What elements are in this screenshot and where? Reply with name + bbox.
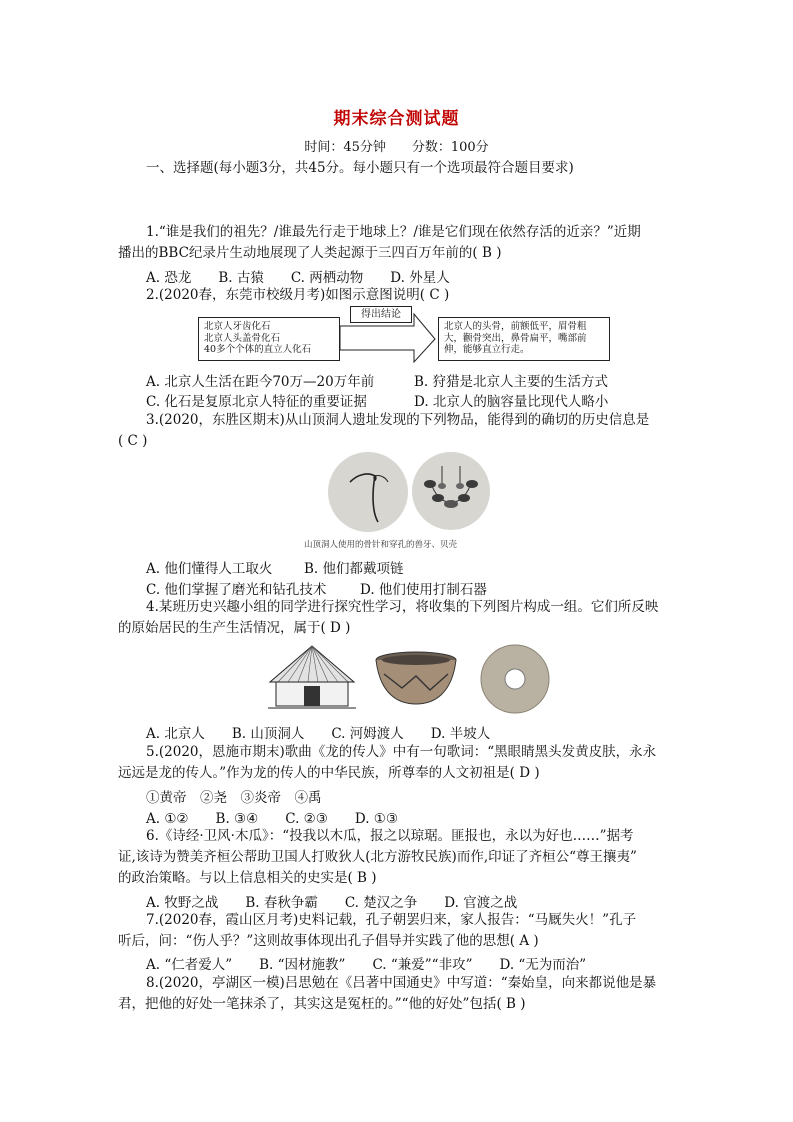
q6-options: A. 牧野之战 B. 春秋争霸 C. 楚汉之争 D. 官渡之战: [146, 895, 518, 911]
q2-fossil-item: 40多个个体的直立人化石: [204, 344, 312, 355]
q3-caption: 山顶洞人使用的骨针和穿孔的兽牙、贝壳: [304, 540, 458, 550]
q4-line1: 4.某班历史兴趣小组的同学进行探究性学习，将收集的下列图片构成一组。它们所反映: [146, 599, 659, 615]
q2-fossil-item: 北京人头盖骨化石: [204, 332, 281, 344]
q2-arrow-label: 得出结论: [350, 306, 412, 323]
q3-line2: ( C ): [118, 433, 148, 449]
q2-option-a: A. 北京人生活在距今70万—20万年前: [146, 374, 375, 390]
bone-needle-image: [328, 452, 408, 532]
q6-line1: 6.《诗经·卫风·木瓜》：“投我以木瓜，报之以琼琚。匪报也，永以为好也……”据考: [146, 828, 634, 844]
q2-option-b: B. 狩猎是北京人主要的生活方式: [414, 374, 609, 390]
necklace-image: [412, 452, 490, 530]
q3-option-c: C. 他们掌握了磨光和钻孔技术: [146, 582, 327, 598]
q2-option-d: D. 北京人的脑容量比现代人略小: [414, 394, 609, 410]
stone-ring-icon: [478, 642, 552, 716]
bone-needle-icon: [328, 452, 408, 532]
q8-line1: 8.(2020，亭湖区一模)吕思勉在《吕著中国通史》中写道：“秦始皇，向来都说他是暴: [146, 975, 657, 991]
exam-meta: 时间：45分钟 分数：100分: [304, 140, 489, 155]
q7-line1: 7.(2020春，霞山区月考)史料记载，孔子朝罢归来，家人报告：“马厩失火！”孔子: [146, 912, 637, 928]
q2-conclusion-box: 北京人的头骨，前额低平，眉骨粗大，颧骨突出，鼻骨扁平，嘴部前伸，能够直立行走。: [438, 317, 610, 361]
q2-fossil-item: 北京人牙齿化石: [204, 321, 271, 332]
q1-options: A. 恐龙 B. 古猿 C. 两栖动物 D. 外星人: [146, 270, 450, 286]
q5-line2: 远远是龙的传人。”作为龙的传人的中华民族，所尊奉的人文初祖是( D ): [118, 765, 540, 781]
q2-line1: 2.(2020春，东莞市校级月考)如图示意图说明( C ): [146, 287, 450, 303]
q3-option-a: A. 他们懂得人工取火: [146, 561, 273, 577]
q2-fossil-box: [198, 317, 340, 361]
q3-line1: 3.(2020，东胜区期末)从山顶洞人遗址发现的下列物品，能得到的确切的历史信息是: [146, 412, 650, 428]
q1-line1: 1.“谁是我们的祖先？/谁最先行走于地球上？/谁是它们现在依然存活的近亲？”近期: [146, 224, 641, 240]
q7-options: A. “仁者爱人” B. “因材施教” C. “兼爱”“非攻” D. “无为而治”: [146, 957, 587, 973]
q5-line1: 5.(2020，恩施市期末)歌曲《龙的传人》中有一句歌词：“黑眼睛黑头发黄皮肤，永永: [146, 744, 657, 760]
necklace-icon: [412, 452, 490, 530]
hut-icon: [266, 642, 358, 712]
q5-items: ①黄帝 ②尧 ③炎帝 ④禹: [146, 790, 322, 806]
q8-line2: 君，把他的好处一笔抹杀了，其实这是冤枉的。”“他的好处”包括( B ): [118, 996, 526, 1012]
q4-line2: 的原始居民的生产生活情况，属于( D ): [118, 620, 351, 636]
q2-option-c: C. 化石是复原北京人特征的重要证据: [146, 394, 367, 410]
painted-pottery-icon: [372, 650, 460, 708]
q6-line2: 证,该诗为赞美齐桓公帮助卫国人打败狄人(北方游牧民族)而作,印证了齐桓公“尊王攘夷”: [118, 849, 637, 865]
q4-options: A. 北京人 B. 山顶洞人 C. 河姆渡人 D. 半坡人: [146, 726, 491, 742]
q3-option-b: B. 他们都戴项链: [304, 561, 404, 577]
q6-line3: 的政治策略。与以上信息相关的史实是( B ): [118, 870, 377, 886]
q5-options: A. ①② B. ③④ C. ②③ D. ①③: [146, 811, 399, 827]
q7-line2: 听后，问：“伤人乎？”这则故事体现出孔子倡导并实践了他的思想( A ): [118, 933, 539, 949]
q3-option-d: D. 他们使用打制石器: [360, 582, 487, 598]
section-heading: 一、选择题(每小题3分，共45分。每小题只有一个选项最符合题目要求): [146, 160, 574, 176]
page-title: 期末综合测试题: [333, 109, 460, 129]
q1-line2: 播出的BBC纪录片生动地展现了人类起源于三四百万年前的( B ): [118, 245, 502, 261]
